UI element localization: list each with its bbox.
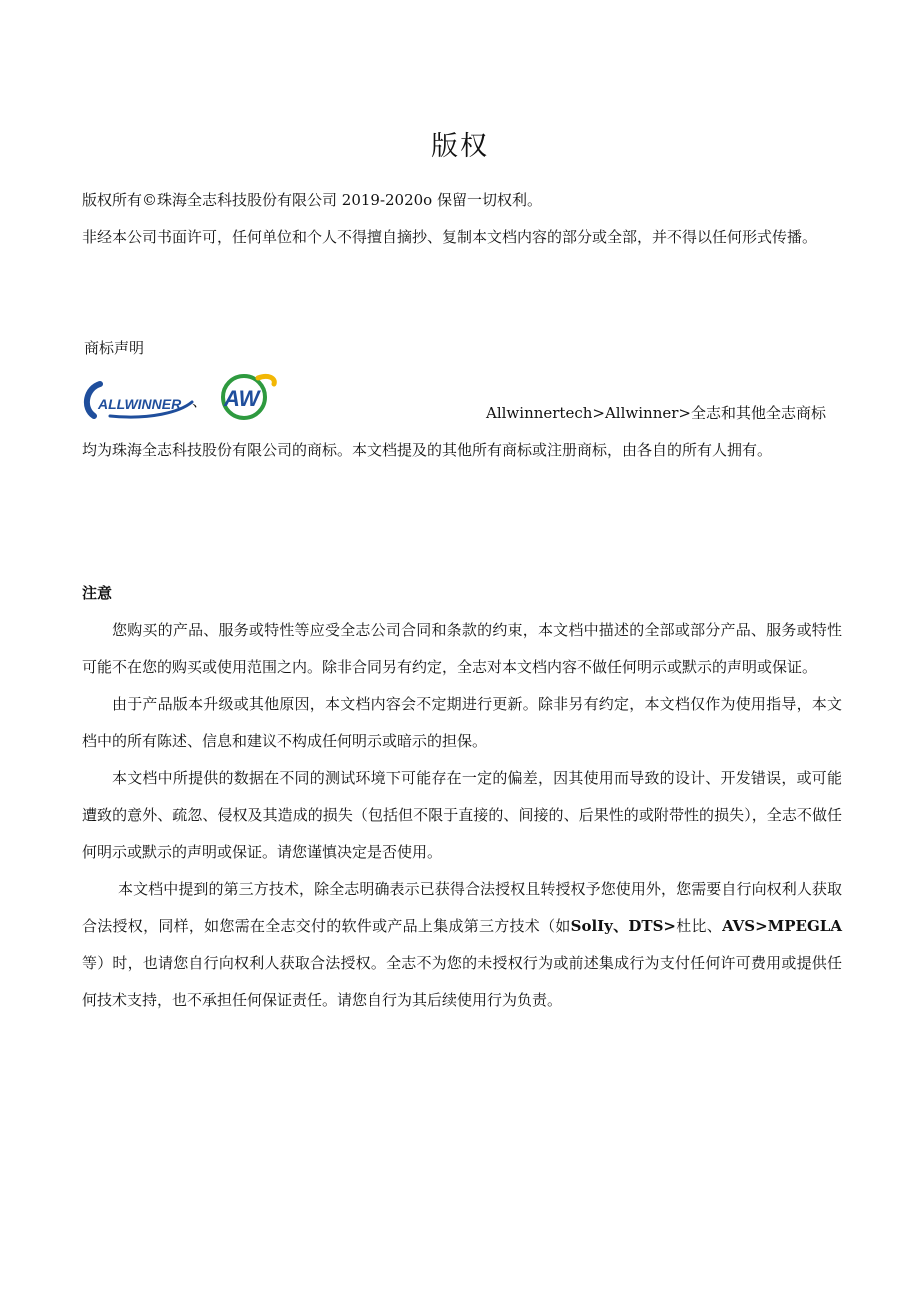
- page-title: 版权: [431, 131, 489, 162]
- copyright-line: 版权所有©珠海全志科技股份有限公司 2019-2020o 保留一切权利。: [82, 191, 542, 209]
- copyright-section: [82, 182, 842, 256]
- notice-paragraph-1: 您购买的产品、服务或特性等应受全志公司合同和条款的约束，本文档中描述的全部或部分产品、服务或特性可能不在您的购买或使用范围之内。除非合同另有约定，全志对本文档内容不做任何明示或默示的声明或保证。: [82, 621, 842, 676]
- trademark-statement: 均为珠海全志科技股份有限公司的商标。本文档提及的其他所有商标或注册商标，由各自的所有人拥有。: [82, 441, 773, 459]
- third-party-brands-2: AVS>MPEGLA: [722, 917, 842, 935]
- notice-p4-part-a: 本文档中提到的第三方技术，除全志明确表示已获得合法授权且转授权予您使用外，您需要自行向权利人获取合法授权，同样，如您需在全志交付的软件或产品上集成第三方技术（如: [82, 880, 842, 935]
- allwinner-logo-icon: [80, 378, 198, 422]
- notice-paragraph-2: 由于产品版本升级或其他原因，本文档内容会不定期进行更新。除非另有约定，本文档仅作为使用指导，本文档中的所有陈述、信息和建议不构成任何明示或暗示的担保。: [82, 695, 842, 750]
- notice-paragraph-4: [82, 871, 842, 1019]
- aw-mark-logo-icon: [210, 372, 282, 422]
- trademark-logos: [80, 372, 300, 424]
- notice-paragraph-3: 本文档中所提供的数据在不同的测试环境下可能存在一定的偏差，因其使用而导致的设计、开发错误，或可能遭致的意外、疏忽、侵权及其造成的损失（包括但不限于直接的、间接的、后果性的或附带性的损失），全志不做任何明示或默示的声明或保证。请您谨慎决定是否使用。: [82, 769, 842, 861]
- notice-heading: 注意: [82, 584, 113, 602]
- trademark-list: Allwinnertech>Allwinner>全志和其他全志商标: [486, 404, 826, 422]
- logo-separator: 、: [192, 392, 208, 410]
- notice-p4-part-c: 杜比、: [676, 917, 723, 935]
- aw-mark-text: AW: [224, 386, 260, 411]
- third-party-brands-1: SolIy、DTS>: [570, 917, 676, 935]
- notice-p4-part-d: 等）时，也请您自行向权利人获取合法授权。全志不为您的未授权行为或前述集成行为支付任何许可费用或提供任何技术支持，也不承担任何保证责任。请您自行为其后续使用行为负责。: [82, 954, 842, 1009]
- notice-section: [82, 612, 842, 1019]
- trademark-heading: 商标声明: [84, 339, 145, 357]
- allwinner-logo-text: ALLWINNER: [98, 396, 182, 412]
- copyright-restriction: 非经本公司书面许可，任何单位和个人不得擅自摘抄、复制本文档内容的部分或全部，并不得以任何形式传播。: [82, 228, 818, 246]
